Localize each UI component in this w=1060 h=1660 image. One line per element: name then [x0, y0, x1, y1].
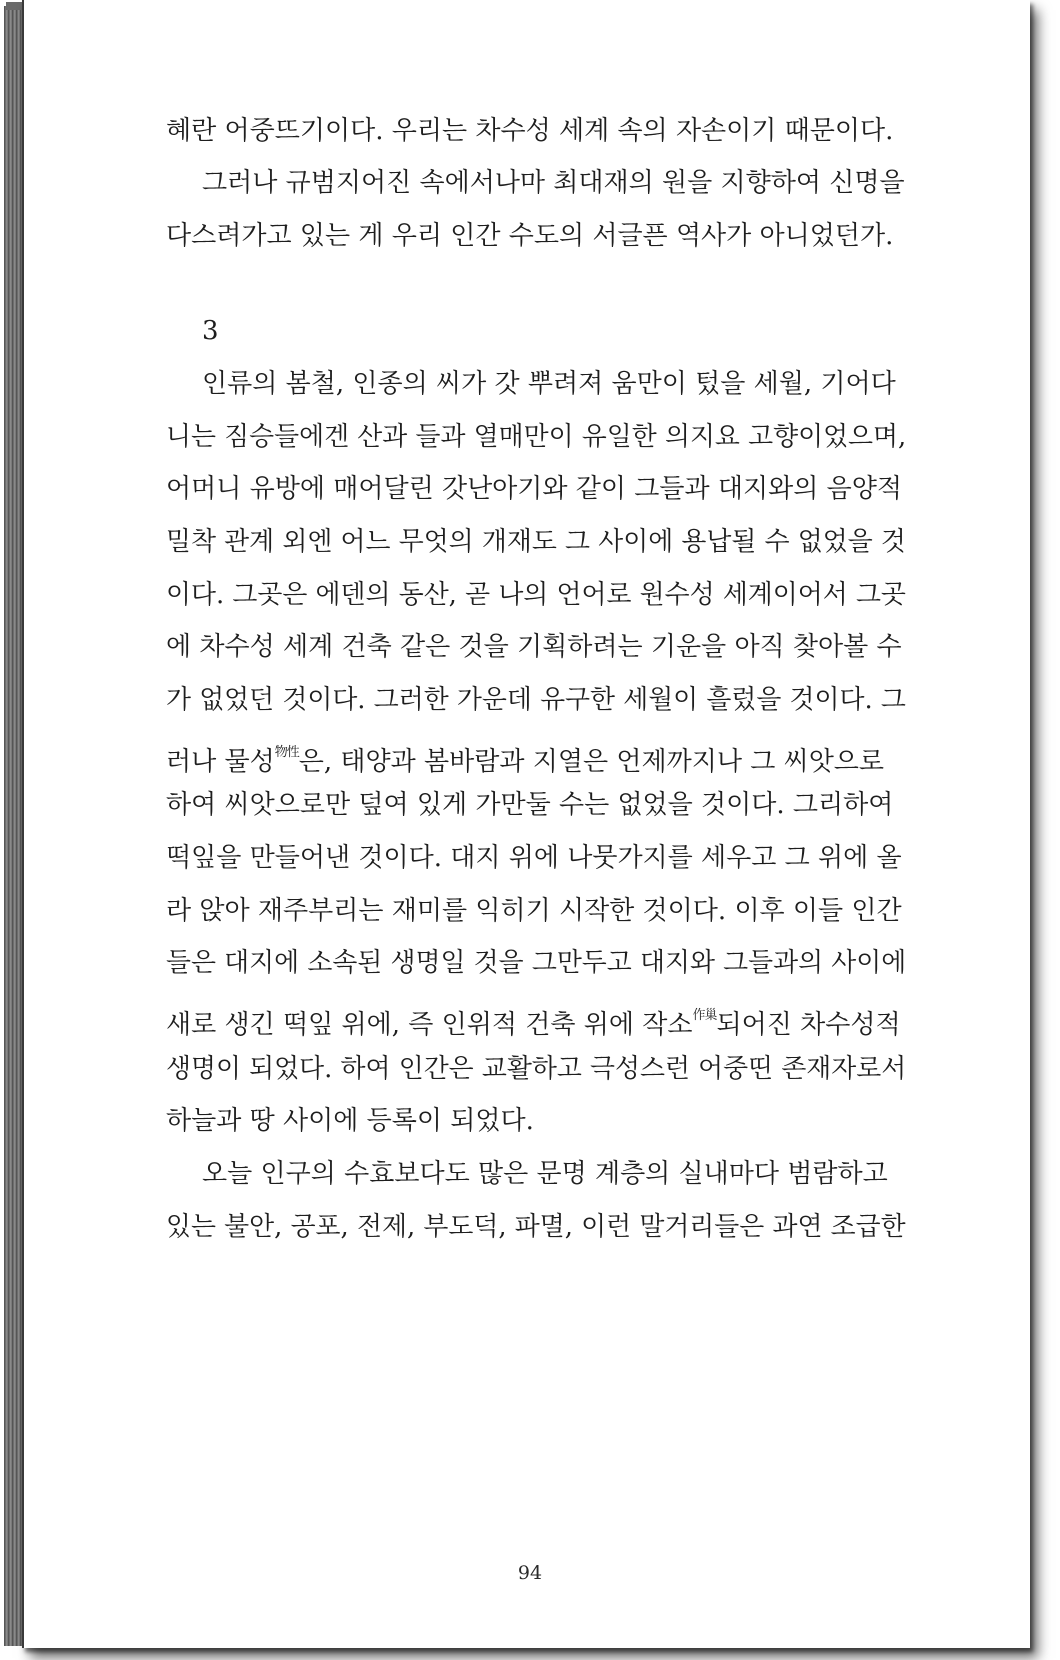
text-line	[166, 998, 901, 1040]
section-number: 3	[202, 316, 219, 346]
text-line: 가 없었던 것이다. 그러한 가운데 유구한 세월이 흘렀을 것이다. 그	[166, 685, 906, 715]
page-number: 94	[517, 1562, 543, 1584]
text-line: 다스려가고 있는 게 우리 인간 수도의 서글픈 역사가 아니었던가.	[166, 221, 894, 251]
text-line: 있는 불안, 공포, 전제, 부도덕, 파멸, 이런 말거리들은 과연 조급한	[166, 1212, 906, 1242]
text-line: 하늘과 땅 사이에 등록이 되었다.	[166, 1106, 534, 1136]
text-line: 인류의 봄철, 인종의 씨가 갓 뿌려져 움만이 텄을 세월, 기어다	[202, 369, 896, 399]
text-line: 밀착 관계 외엔 어느 무엇의 개재도 그 사이에 용납될 수 없었을 것	[166, 527, 906, 557]
text-segment: 은, 태양과 봄바람과 지열은 언제까지나 그 씨앗으로	[298, 747, 885, 777]
text-line	[166, 735, 885, 777]
text-line: 떡잎을 만들어낸 것이다. 대지 위에 나뭇가지를 세우고 그 위에 올	[166, 843, 902, 873]
text-line: 그러나 규범지어진 속에서나마 최대재의 원을 지향하여 신명을	[202, 168, 905, 198]
text-segment: 되어진 차수성적	[716, 1010, 901, 1040]
hanja-annotation: 作巢	[692, 1008, 717, 1023]
text-line: 이다. 그곳은 에덴의 동산, 곧 나의 언어로 원수성 세계이어서 그곳	[166, 580, 906, 610]
text-segment: 러나 물성	[166, 747, 275, 777]
text-line: 들은 대지에 소속된 생명일 것을 그만두고 대지와 그들과의 사이에	[166, 948, 907, 978]
text-line: 라 앉아 재주부리는 재미를 익히기 시작한 것이다. 이후 이들 인간	[166, 896, 902, 926]
hanja-annotation: 物性	[274, 745, 299, 760]
text-line: 생명이 되었다. 하여 인간은 교활하고 극성스런 어중띤 존재자로서	[166, 1054, 907, 1084]
text-line: 혜란 어중뜨기이다. 우리는 차수성 세계 속의 자손이기 때문이다.	[166, 116, 894, 146]
text-line: 에 차수성 세계 건축 같은 것을 기획하려는 기운을 아직 찾아볼 수	[166, 632, 902, 662]
text-segment: 새로 생긴 떡잎 위에, 즉 인위적 건축 위에 작소	[166, 1010, 693, 1040]
text-line: 오늘 인구의 수효보다도 많은 문명 계층의 실내마다 범람하고	[202, 1159, 888, 1189]
text-line: 하여 씨앗으로만 덮여 있게 가만둘 수는 없었을 것이다. 그리하여	[166, 790, 894, 820]
text-line: 어머니 유방에 매어달린 갓난아기와 같이 그들과 대지와의 음양적	[166, 474, 902, 504]
text-line: 니는 짐승들에겐 산과 들과 열매만이 유일한 의지요 고향이었으며,	[166, 422, 907, 452]
